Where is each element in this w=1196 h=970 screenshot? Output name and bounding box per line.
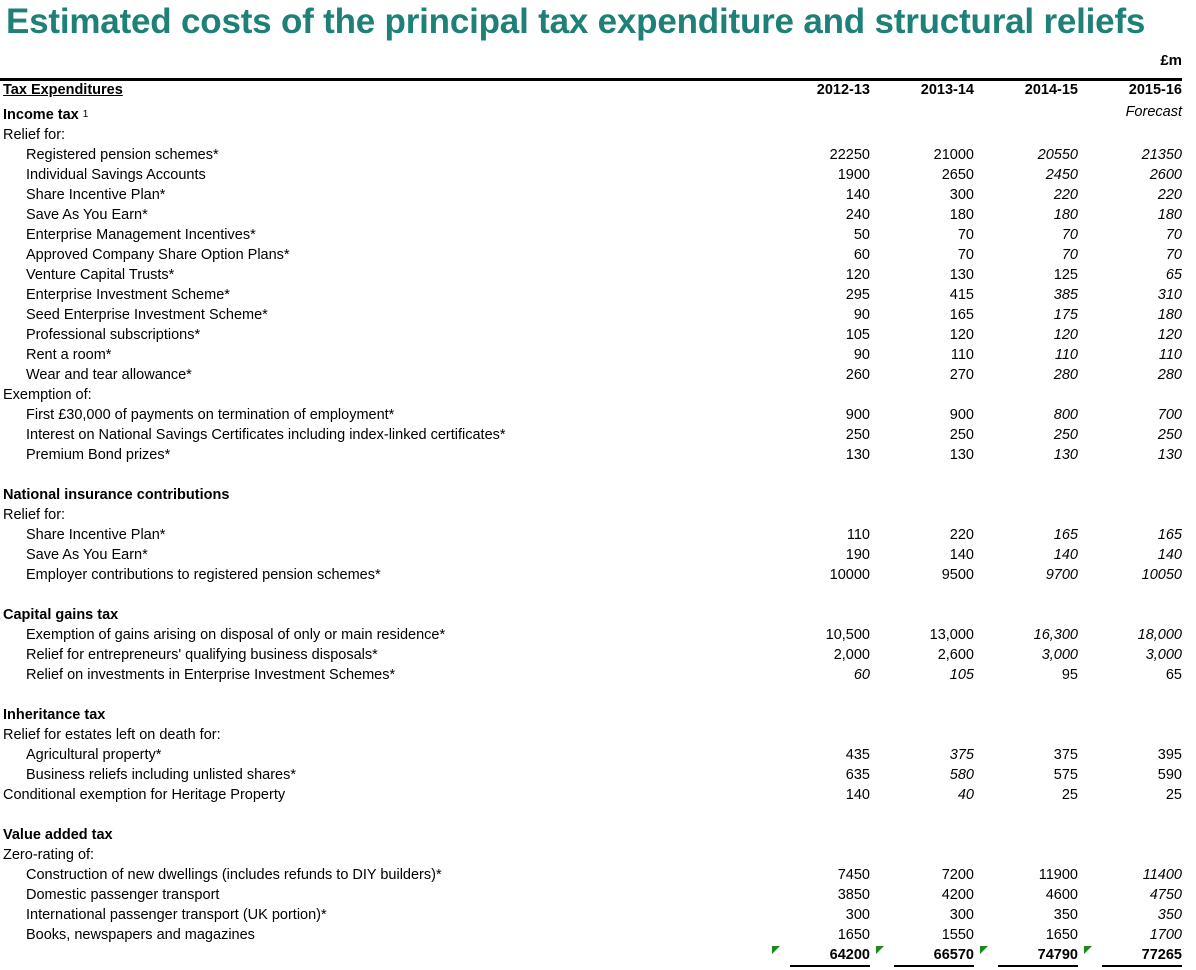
value-cell: 130	[1157, 447, 1182, 463]
row-label: Seed Enterprise Investment Scheme*	[26, 307, 268, 323]
value-cell: 800	[1053, 407, 1078, 423]
section-title: Capital gains tax	[3, 607, 119, 623]
value-cell: 310	[1157, 287, 1182, 303]
value-cell: 180	[949, 207, 974, 223]
table-header	[0, 82, 1196, 102]
value-cell: 120	[845, 267, 870, 283]
value-cell: 220	[949, 527, 974, 543]
table-row	[0, 425, 1196, 445]
value-cell: 375	[1053, 747, 1078, 763]
page-title: Estimated costs of the principal tax expenditure and structural reliefs	[6, 2, 1146, 41]
row-label: Rent a room*	[26, 347, 112, 363]
value-cell: 175	[1053, 307, 1078, 323]
spacer-row	[0, 585, 1196, 605]
section-heading-row	[0, 485, 1196, 505]
value-cell: 280	[1157, 367, 1182, 383]
total-cell	[790, 946, 870, 967]
row-label: Professional subscriptions*	[26, 327, 201, 343]
table-row	[0, 545, 1196, 565]
value-cell: 4600	[1045, 887, 1078, 903]
section-heading-row	[0, 105, 1196, 125]
value-cell: 7450	[837, 867, 870, 883]
value-cell: 2650	[941, 167, 974, 183]
row-label: Interest on National Savings Certificates including index-linked certificates*	[26, 427, 506, 443]
value-cell: 140	[1053, 547, 1078, 563]
value-cell: 3,000	[1041, 647, 1078, 663]
value-cell: 10050	[1141, 567, 1182, 583]
value-cell: 180	[1053, 207, 1078, 223]
row-label: Books, newspapers and magazines	[26, 927, 255, 943]
table-row	[0, 845, 1196, 865]
value-cell: 250	[845, 427, 870, 443]
value-cell: 385	[1053, 287, 1078, 303]
value-cell: 375	[949, 747, 974, 763]
value-cell: 250	[1053, 427, 1078, 443]
table-body	[0, 105, 1196, 945]
year-header: 2012-13	[816, 82, 870, 98]
value-cell: 70	[1061, 227, 1078, 243]
total-cell	[894, 946, 974, 967]
value-cell: 140	[845, 787, 870, 803]
table-row	[0, 345, 1196, 365]
value-cell: 70	[1165, 247, 1182, 263]
row-label: Relief for:	[3, 127, 66, 143]
table-row	[0, 925, 1196, 945]
value-cell: 435	[845, 747, 870, 763]
value-cell: 300	[845, 907, 870, 923]
total-cell	[1102, 946, 1182, 967]
value-cell: 165	[1053, 527, 1078, 543]
table-row	[0, 725, 1196, 745]
value-cell: 125	[1053, 267, 1078, 283]
row-label: Employer contributions to registered pension schemes*	[26, 567, 381, 583]
row-label: Individual Savings Accounts	[26, 167, 206, 183]
value-cell: 280	[1053, 367, 1078, 383]
row-label: Relief for:	[3, 507, 66, 523]
marker-icon	[876, 946, 884, 954]
marker-icon	[1084, 946, 1092, 954]
value-cell: 22250	[829, 147, 870, 163]
value-cell: 250	[1157, 427, 1182, 443]
value-cell: 65	[1165, 267, 1182, 283]
row-label: Wear and tear allowance*	[26, 367, 192, 383]
value-cell: 11900	[1038, 867, 1078, 883]
table-row	[0, 165, 1196, 185]
spacer-row	[0, 805, 1196, 825]
value-cell: 900	[845, 407, 870, 423]
value-cell: 140	[949, 547, 974, 563]
value-cell: 1900	[837, 167, 870, 183]
value-cell: 1550	[941, 927, 974, 943]
row-label: Zero-rating of:	[3, 847, 95, 863]
row-label: Approved Company Share Option Plans*	[26, 247, 290, 263]
value-cell: 165	[1157, 527, 1182, 543]
value-cell: 60	[853, 667, 870, 683]
row-label: Share Incentive Plan*	[26, 527, 166, 543]
row-label: Relief for entrepreneurs' qualifying business disposals*	[26, 647, 378, 663]
value-cell: 180	[1157, 307, 1182, 323]
spacer-row	[0, 465, 1196, 485]
table-row	[0, 205, 1196, 225]
total-value: 64200	[829, 947, 870, 963]
value-cell: 635	[845, 767, 870, 783]
table-row	[0, 185, 1196, 205]
value-cell: 70	[1165, 227, 1182, 243]
section-title: Value added tax	[3, 827, 113, 843]
value-cell: 9700	[1045, 567, 1078, 583]
total-value: 66570	[933, 947, 974, 963]
value-cell: 110	[950, 347, 974, 363]
value-cell: 130	[1053, 447, 1078, 463]
value-cell: 70	[1061, 247, 1078, 263]
table-row	[0, 565, 1196, 585]
table-row	[0, 225, 1196, 245]
value-cell: 11400	[1142, 867, 1182, 883]
table-row	[0, 905, 1196, 925]
value-cell: 110	[1158, 347, 1182, 363]
total-value: 77265	[1141, 947, 1182, 963]
value-cell: 20550	[1037, 147, 1078, 163]
value-cell: 120	[1053, 327, 1078, 343]
value-cell: 3,000	[1145, 647, 1182, 663]
value-cell: 260	[845, 367, 870, 383]
marker-icon	[980, 946, 988, 954]
value-cell: 580	[949, 767, 974, 783]
value-cell: 300	[949, 187, 974, 203]
value-cell: 21350	[1141, 147, 1182, 163]
value-cell: 4200	[941, 887, 974, 903]
table-row	[0, 525, 1196, 545]
table-row	[0, 745, 1196, 765]
value-cell: 130	[845, 447, 870, 463]
value-cell: 165	[949, 307, 974, 323]
value-cell: 25	[1165, 787, 1182, 803]
value-cell: 21000	[933, 147, 974, 163]
section-title: National insurance contributions	[3, 487, 230, 503]
value-cell: 110	[1054, 347, 1078, 363]
value-cell: 700	[1157, 407, 1182, 423]
table-row	[0, 285, 1196, 305]
value-cell: 300	[949, 907, 974, 923]
table-row	[0, 305, 1196, 325]
value-cell: 2600	[1149, 167, 1182, 183]
row-label: Registered pension schemes*	[26, 147, 219, 163]
section-title: Income tax $^1$	[3, 107, 89, 123]
marker-icon	[772, 946, 780, 954]
row-label: Enterprise Management Incentives*	[26, 227, 256, 243]
table-row	[0, 645, 1196, 665]
table-row	[0, 125, 1196, 145]
table-row	[0, 505, 1196, 525]
value-cell: 180	[1157, 207, 1182, 223]
table-row	[0, 785, 1196, 805]
value-cell: 40	[957, 787, 974, 803]
value-cell: 25	[1061, 787, 1078, 803]
section-heading-row	[0, 825, 1196, 845]
value-cell: 2450	[1045, 167, 1078, 183]
value-cell: 575	[1053, 767, 1078, 783]
value-cell: 120	[1157, 327, 1182, 343]
year-header: 2013-14	[920, 82, 974, 98]
value-cell: 900	[949, 407, 974, 423]
table-row	[0, 265, 1196, 285]
table-row	[0, 445, 1196, 465]
table-row	[0, 625, 1196, 645]
row-label: Exemption of gains arising on disposal of only or main residence*	[26, 627, 446, 643]
row-label: Save As You Earn*	[26, 547, 148, 563]
unit-label: £m	[1160, 52, 1182, 69]
row-label: Relief for estates left on death for:	[3, 727, 221, 743]
table-row	[0, 145, 1196, 165]
value-cell: 295	[845, 287, 870, 303]
section-title: Inheritance tax	[3, 707, 106, 723]
value-cell: 1650	[837, 927, 870, 943]
value-cell: 415	[949, 287, 974, 303]
row-label: Exemption of:	[3, 387, 92, 403]
table-row	[0, 325, 1196, 345]
value-cell: 350	[1053, 907, 1078, 923]
row-label: Premium Bond prizes*	[26, 447, 171, 463]
value-cell: 140	[845, 187, 870, 203]
table-row	[0, 885, 1196, 905]
value-cell: 7200	[941, 867, 974, 883]
value-cell: 190	[845, 547, 870, 563]
row-label: Venture Capital Trusts*	[26, 267, 175, 283]
totals-row	[0, 946, 1196, 966]
row-label: Save As You Earn*	[26, 207, 148, 223]
tax-expenditures-header: Tax Expenditures	[3, 82, 123, 98]
table-row	[0, 245, 1196, 265]
header-rule	[0, 78, 1182, 81]
value-cell: 1700	[1149, 927, 1182, 943]
value-cell: 120	[949, 327, 974, 343]
value-cell: 70	[957, 227, 974, 243]
table-row	[0, 865, 1196, 885]
row-label: Agricultural property*	[26, 747, 162, 763]
value-cell: 95	[1061, 667, 1078, 683]
table-row	[0, 665, 1196, 685]
value-cell: 250	[949, 427, 974, 443]
total-cell	[998, 946, 1078, 967]
value-cell: 2,600	[937, 647, 974, 663]
spacer-row	[0, 685, 1196, 705]
value-cell: 90	[853, 307, 870, 323]
value-cell: 395	[1157, 747, 1182, 763]
table-row	[0, 405, 1196, 425]
total-value: 74790	[1037, 947, 1078, 963]
value-cell: 220	[1157, 187, 1182, 203]
value-cell: 90	[853, 347, 870, 363]
value-cell: 70	[957, 247, 974, 263]
value-cell: 9500	[941, 567, 974, 583]
row-label: Share Incentive Plan*	[26, 187, 166, 203]
row-label: Domestic passenger transport	[26, 887, 220, 903]
table-row	[0, 765, 1196, 785]
table-row	[0, 365, 1196, 385]
footnote-marker: 1	[82, 109, 89, 120]
row-label: First £30,000 of payments on termination of employment*	[26, 407, 395, 423]
table-row	[0, 385, 1196, 405]
value-cell: 105	[949, 667, 974, 683]
section-heading-row	[0, 605, 1196, 625]
value-cell: 220	[1053, 187, 1078, 203]
row-label: Enterprise Investment Scheme*	[26, 287, 230, 303]
value-cell: 270	[949, 367, 974, 383]
value-cell: 2,000	[833, 647, 870, 663]
value-cell: 3850	[837, 887, 870, 903]
year-header: 2014-15	[1024, 82, 1078, 98]
row-label: Conditional exemption for Heritage Property	[3, 787, 286, 803]
year-header: 2015-16	[1128, 82, 1182, 98]
value-cell: 16,300	[1033, 627, 1078, 643]
value-cell: 105	[845, 327, 870, 343]
value-cell: 18,000	[1137, 627, 1182, 643]
value-cell: 130	[949, 447, 974, 463]
value-cell: 65	[1165, 667, 1182, 683]
value-cell: 590	[1157, 767, 1182, 783]
value-cell: 110	[846, 527, 870, 543]
value-cell: 1650	[1045, 927, 1078, 943]
value-cell: 240	[845, 207, 870, 223]
row-label: Construction of new dwellings (includes refunds to DIY builders)*	[26, 867, 442, 883]
value-cell: 350	[1157, 907, 1182, 923]
row-label: Business reliefs including unlisted shares*	[26, 767, 297, 783]
value-cell: 130	[949, 267, 974, 283]
section-heading-row	[0, 705, 1196, 725]
forecast-label: Forecast	[1125, 104, 1182, 120]
value-cell: 10,500	[825, 627, 870, 643]
row-label: Relief on investments in Enterprise Investment Schemes*	[26, 667, 396, 683]
value-cell: 10000	[829, 567, 870, 583]
value-cell: 4750	[1149, 887, 1182, 903]
row-label: International passenger transport (UK portion)*	[26, 907, 327, 923]
value-cell: 60	[853, 247, 870, 263]
value-cell: 50	[853, 227, 870, 243]
value-cell: 13,000	[929, 627, 974, 643]
value-cell: 140	[1157, 547, 1182, 563]
